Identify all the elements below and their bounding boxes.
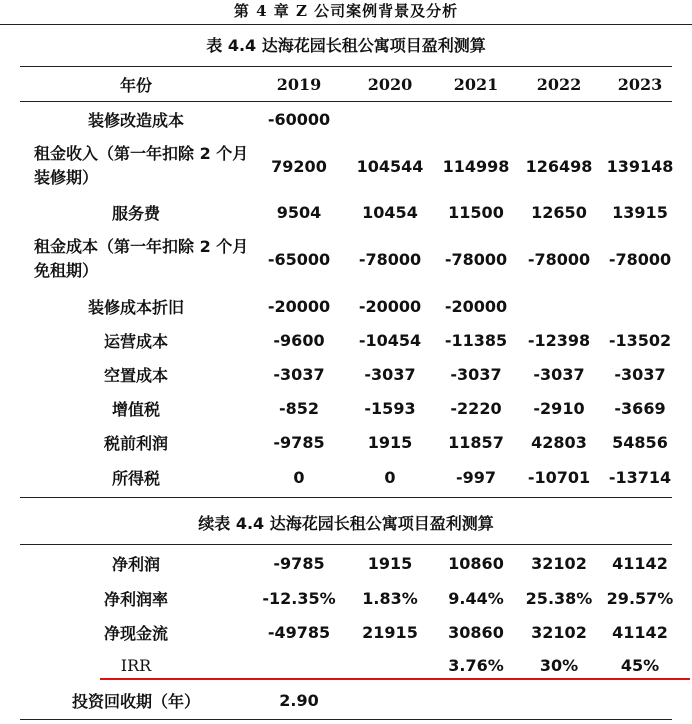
table-cell: -20000 (267, 296, 331, 316)
table-cell (600, 684, 680, 716)
table-cell: -10454 (358, 330, 422, 350)
table-cell: -3037 (273, 364, 325, 384)
table-row (20, 461, 672, 493)
table-cell: -997 (455, 467, 497, 487)
row-label: 空置成本 (103, 365, 168, 385)
table-row (20, 582, 672, 614)
table-cell: 11500 (448, 202, 504, 222)
table-cell (518, 684, 600, 716)
table-cell: -13714 (608, 467, 672, 487)
table-cell (252, 650, 346, 680)
table-cell (434, 684, 518, 716)
table-cell (346, 650, 434, 680)
table-cell: 25.38% (525, 588, 593, 608)
table-cell: 0 (293, 467, 305, 487)
table-cell: -1593 (364, 398, 416, 418)
table-top-rule (20, 66, 672, 67)
row-label: 净利润 (111, 554, 160, 574)
row-label: 净现金流 (103, 623, 168, 643)
table-row (20, 426, 672, 458)
table-cell: 1915 (367, 553, 413, 573)
table-row (20, 358, 672, 390)
table-cell: 79200 (271, 156, 327, 176)
table-cell: 21915 (362, 622, 418, 642)
table-cell: 32102 (531, 622, 587, 642)
table-row-payback (20, 684, 672, 716)
row-label: 运营成本 (103, 331, 168, 351)
table-cell: -2220 (450, 398, 502, 418)
row-label: 增值税 (111, 399, 160, 419)
table-cell: 104544 (356, 156, 424, 176)
table-cell: 2.90 (279, 690, 319, 710)
table-bottom-rule (20, 497, 672, 498)
table-cell: 32102 (531, 553, 587, 573)
table-cell: 3.76% (448, 655, 504, 675)
table-cell: -78000 (444, 249, 508, 269)
row-label: 投资回收期（年） (71, 691, 200, 711)
table-caption: 表 4.4 达海花园长租公寓项目盈利测算 (206, 36, 486, 55)
row-label: 租金收入（第一年扣除 2 个月装修期） (34, 144, 249, 187)
table-cell: -9785 (273, 432, 325, 452)
table-cell: -65000 (267, 249, 331, 269)
table-cell (434, 103, 518, 135)
table-row-irr (20, 650, 672, 680)
table-row (20, 196, 672, 228)
table-cell: 10860 (448, 553, 504, 573)
chapter-heading: 第 4 章 Z 公司案例背景及分析 (233, 2, 459, 20)
table2-top-rule (20, 544, 672, 545)
table-cell: 45% (620, 655, 660, 675)
table-cell: -13502 (608, 330, 672, 350)
table-cell: -852 (278, 398, 320, 418)
table-cell: 9.44% (448, 588, 504, 608)
table-cell: -78000 (608, 249, 672, 269)
row-label: 装修改造成本 (87, 110, 184, 130)
row-label: 所得税 (111, 468, 160, 488)
table-header-row (20, 68, 672, 100)
table-row (20, 233, 672, 285)
table-cell: -3037 (533, 364, 585, 384)
row-label: 装修成本折旧 (87, 297, 184, 317)
table-cell: 1915 (367, 432, 413, 452)
table-cell: -9785 (273, 553, 325, 573)
table2-bottom-rule (20, 719, 672, 720)
table-cell: 29.57% (606, 588, 674, 608)
table-row (20, 103, 672, 135)
table-cell: -3037 (450, 364, 502, 384)
table-cell (600, 103, 680, 135)
header-rule (20, 101, 672, 102)
table-row (20, 140, 672, 192)
table-row (20, 616, 672, 648)
table-row (20, 324, 672, 356)
table-cell: -12398 (527, 330, 591, 350)
table-cell: 9504 (276, 202, 322, 222)
column-header: 2021 (453, 74, 499, 94)
table-cell: -3037 (614, 364, 666, 384)
table-cell: -12.35% (262, 588, 336, 608)
column-header-year: 年份 (119, 75, 152, 95)
table-cell: -9600 (273, 330, 325, 350)
column-header: 2023 (617, 74, 663, 94)
table-cell: 41142 (612, 622, 668, 642)
table-cell (346, 103, 434, 135)
table-cell: 126498 (525, 156, 593, 176)
row-label: 净利润率 (103, 589, 168, 609)
table-cell: -78000 (527, 249, 591, 269)
column-header: 2022 (536, 74, 582, 94)
table-cell: 11857 (448, 432, 504, 452)
table-cell: 12650 (531, 202, 587, 222)
continued-table-caption: 续表 4.4 达海花园长租公寓项目盈利测算 (198, 514, 494, 533)
table-row (20, 547, 672, 579)
table-cell: 41142 (612, 553, 668, 573)
table-row (20, 290, 672, 322)
table-cell: -2910 (533, 398, 585, 418)
table-cell: 0 (384, 467, 396, 487)
table-cell: -60000 (267, 109, 331, 129)
table-cell: 1.83% (362, 588, 418, 608)
table-cell: -20000 (358, 296, 422, 316)
table-cell: -20000 (444, 296, 508, 316)
table-cell: 30860 (448, 622, 504, 642)
table-cell: 30% (539, 655, 579, 675)
table-cell: -3037 (364, 364, 416, 384)
table-cell: 42803 (531, 432, 587, 452)
table-cell (346, 684, 434, 716)
chapter-rule (0, 24, 692, 25)
row-label: 税前利润 (103, 433, 168, 453)
column-header: 2020 (367, 74, 413, 94)
table-cell: -10701 (527, 467, 591, 487)
row-label: IRR (120, 655, 152, 675)
table-cell: 54856 (612, 432, 668, 452)
table-cell (600, 290, 680, 322)
table-cell: 114998 (442, 156, 510, 176)
table-cell (518, 103, 600, 135)
table-cell (518, 290, 600, 322)
red-underline (100, 678, 690, 680)
column-header: 2019 (276, 74, 322, 94)
table-cell: -78000 (358, 249, 422, 269)
table-cell: -11385 (444, 330, 508, 350)
row-label: 租金成本（第一年扣除 2 个月免租期） (34, 237, 249, 280)
table-cell: -49785 (267, 622, 331, 642)
table-cell: 13915 (612, 202, 668, 222)
table-cell: -3669 (614, 398, 666, 418)
table-row (20, 392, 672, 424)
row-label: 服务费 (111, 203, 160, 223)
table-cell: 139148 (606, 156, 674, 176)
table-cell: 10454 (362, 202, 418, 222)
